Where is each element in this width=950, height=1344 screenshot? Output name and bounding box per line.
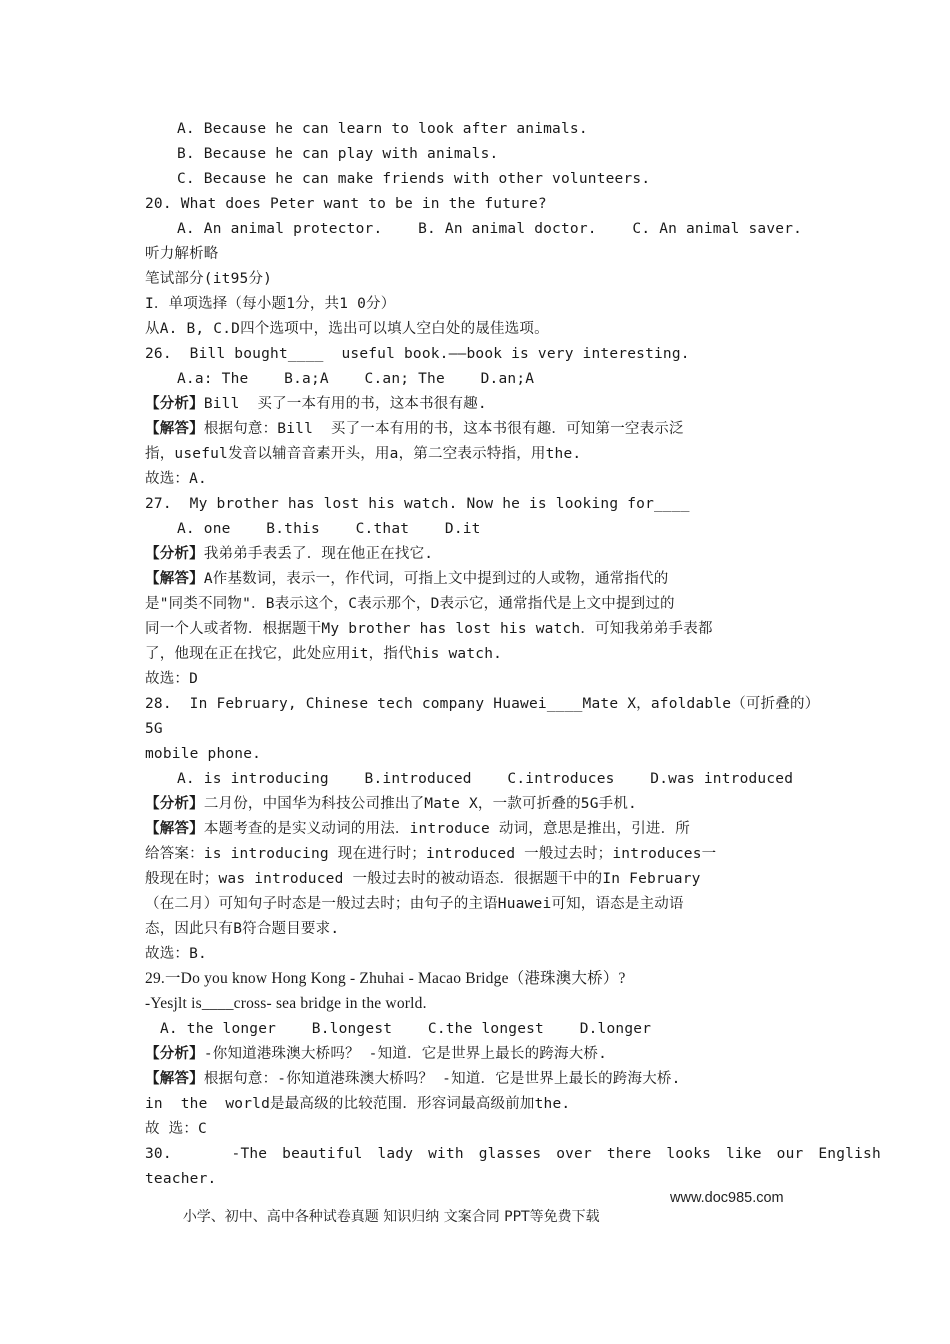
option-b-line: B. Because he can play with animals. <box>177 146 499 162</box>
analysis-tag: 【分析】 <box>145 396 204 412</box>
answer-28-cont-2: 般现在时；was introduced 一般过去时的被动语态．很据题干中的In February <box>145 871 701 887</box>
question-28-cont-1: 5G <box>145 721 163 737</box>
analysis-text: Bill 买了一本有用的书，这本书很有趣. <box>203 396 487 412</box>
question-26-options: A.a: The B.a;A C.an; The D.an;A <box>177 371 535 387</box>
analysis-26 <box>145 394 487 414</box>
option-c-line: C. Because he can make friends with other volunteers. <box>177 171 651 187</box>
answer-27 <box>145 569 668 589</box>
question-30-cont: teacher. <box>145 1171 217 1187</box>
answer-27-cont-1: 是"同类不同物"．B表示这个，C表示那个，D表示它，通常指代是上文中提到过的 <box>145 596 675 612</box>
answer-text: 本题考查的是实义动词的用法．introduce 动词，意思是推出，引进．所 <box>203 821 691 837</box>
analysis-28 <box>145 794 637 814</box>
choice-29: 故 选：C <box>145 1121 207 1137</box>
listening-note: 听力解析略 <box>145 246 219 262</box>
answer-29 <box>145 1069 681 1089</box>
footer-url[interactable]: www.doc985.com <box>670 1190 784 1206</box>
analysis-text: -你知道港珠澳大桥吗？ -知道．它是世界上最长的跨海大桥. <box>203 1046 608 1062</box>
question-28: 28. In February, Chinese tech company Huawei____Mate X，afoldable（可折叠的） <box>145 696 820 712</box>
answer-28-cont-1: 给答案：is introducing 现在进行时；introduced 一般过去时；introduces一 <box>145 846 717 862</box>
answer-26 <box>145 419 684 439</box>
question-28-cont-2: mobile phone. <box>145 746 262 762</box>
answer-27-cont-2: 同一个人或者物．根据题干My brother has lost his watch．可知我弟弟手表都 <box>145 621 713 637</box>
answer-text: 根据句意：-你知道港珠澳大桥吗？ -知道．它是世界上最长的跨海大桥. <box>203 1071 681 1087</box>
analysis-tag: 【分析】 <box>145 1046 204 1062</box>
answer-tag: 【解答】 <box>145 821 204 837</box>
answer-tag: 【解答】 <box>145 421 204 437</box>
instructions: 从A. B, C.D四个选项中，选出可以填人空白处的晟佳选项。 <box>145 321 549 337</box>
answer-29-cont: in the world是最高级的比较范围．形容词最高级前加the. <box>145 1096 571 1112</box>
analysis-tag: 【分析】 <box>145 796 204 812</box>
answer-text: A作基数词，表示一，作代词，可指上文中提到过的人或物，通常指代的 <box>203 571 669 587</box>
question-27-options: A. one B.this C.that D.it <box>177 521 481 537</box>
answer-text: 根据句意：Bill 买了一本有用的书，这本书很有趣．可知第一空表示泛 <box>203 421 684 437</box>
question-30: 30. -The beautiful lady with glasses over there looks like our English <box>145 1146 881 1162</box>
answer-27-cont-3: 了，他现在正在找它，此处应用it，指代his watch. <box>145 646 503 662</box>
footer-text: 小学、初中、高中各种试卷真题 知识归纳 文案合同 PPT等免费下载 <box>182 1209 600 1225</box>
answer-26-cont: 指，useful发音以辅音音素开头，用a，第二空表示特指，用the. <box>145 446 582 462</box>
question-29-options: A. the longer B.longest C.the longest D.longer <box>160 1021 652 1037</box>
answer-28-cont-3: （在二月）可知句子时态是一般过去时；由句子的主语Huawei可知，语态是主动语 <box>145 896 684 912</box>
section-heading: 笔试部分(it95分) <box>145 271 273 287</box>
answer-28-cont-4: 态，因此只有B符合题目要求. <box>145 921 340 937</box>
option-a-line: A. Because he can learn to look after animals. <box>177 121 588 137</box>
analysis-29 <box>145 1044 607 1064</box>
question-29: 29.一Do you know Hong Kong - Zhuhai - Macao Bridge（港珠澳大桥）? <box>145 970 626 987</box>
analysis-text: 二月份，中国华为科技公司推出了Mate X，一款可折叠的5G手机. <box>203 796 637 812</box>
page-footer <box>165 1190 784 1258</box>
analysis-text: 我弟弟手表丢了．现在他正在找它. <box>203 546 434 562</box>
answer-tag: 【解答】 <box>145 571 204 587</box>
question-27: 27. My brother has lost his watch. Now he is looking for____ <box>145 496 690 512</box>
question-26: 26. Bill bought____ useful book.——book is very interesting. <box>145 346 690 362</box>
choice-28: 故选：B. <box>145 946 207 962</box>
analysis-27 <box>145 544 433 564</box>
analysis-tag: 【分析】 <box>145 546 204 562</box>
part-heading: I．单项选择（每小题1分，共1 0分） <box>145 296 396 312</box>
question-20-options: A. An animal protector. B. An animal doctor. C. An animal saver. <box>177 221 803 237</box>
question-29-cont: -Yesjlt is____cross- sea bridge in the world. <box>145 995 427 1012</box>
answer-28 <box>145 819 690 839</box>
choice-27: 故选：D <box>145 671 199 687</box>
answer-tag: 【解答】 <box>145 1071 204 1087</box>
question-20: 20. What does Peter want to be in the future? <box>145 196 547 212</box>
choice-26: 故选：A. <box>145 471 207 487</box>
question-28-options: A. is introducing B.introduced C.introduces D.was introduced <box>177 771 794 787</box>
